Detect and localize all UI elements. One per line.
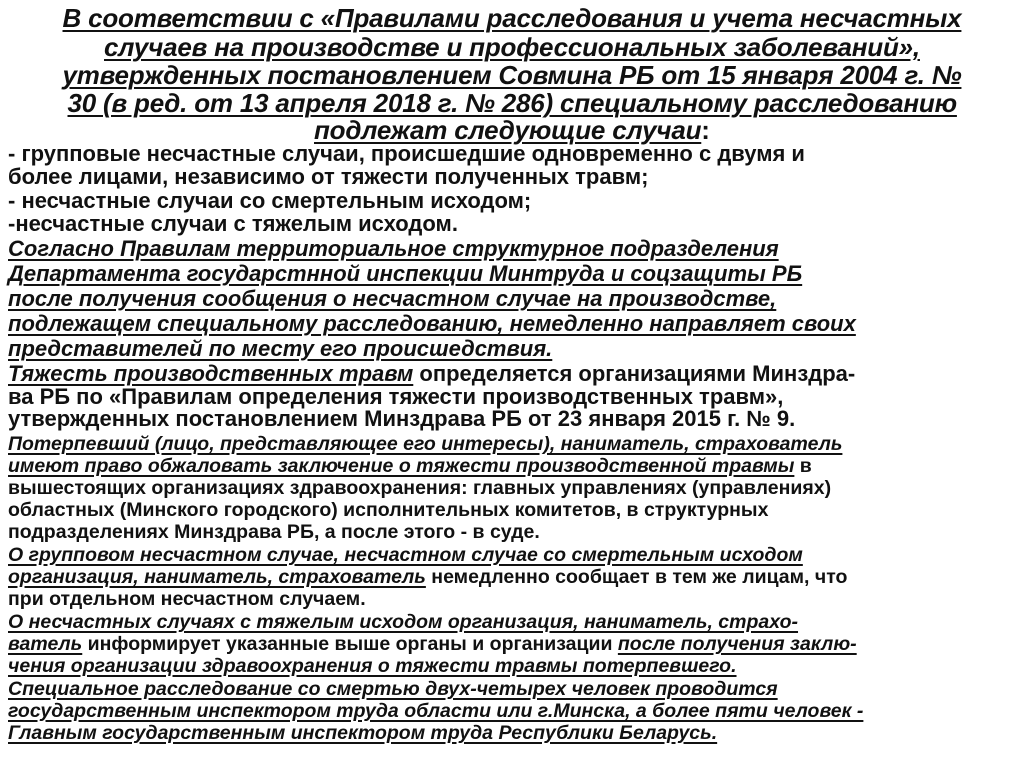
list-item-1: - групповые несчастные случаи, происшедшие одновременно с двумя и <box>8 141 805 166</box>
para1-line-4: подлежащем специальному расследованию, немедленно направляет своих <box>8 311 856 336</box>
para4-line-1: О групповом несчастном случае, несчастном случае со смертельным исходом <box>8 544 803 566</box>
para2-line-2: ва РБ по «Правилам определения тяжести производственных травм», <box>8 384 784 409</box>
para5-line-2 <box>8 635 857 655</box>
para3-line-2 <box>8 457 812 477</box>
para4-line-3: при отдельном несчастном случаем. <box>8 588 366 610</box>
para4-rest: немедленно сообщает в тем же лицам, что <box>425 566 848 588</box>
para5-line-3: чения организации здравоохранения о тяжести травмы потерпевшего. <box>8 655 737 677</box>
heading-line-4: 30 (в ред. от 13 апреля 2018 г. № 286) специальному расследованию <box>67 88 957 118</box>
list-item-2: - несчастные случаи со смертельным исходом; <box>8 188 532 213</box>
para2-rest: определяется организациями Минздра- <box>413 361 856 386</box>
para6-line-2: государственным инспектором труда области или г.Минска, а более пяти человек - <box>8 700 864 722</box>
para3-rest: в <box>794 455 812 477</box>
heading-line-2: случаев на производстве и профессиональных заболеваний», <box>104 32 920 62</box>
heading-line-5 <box>314 117 710 143</box>
heading-line-3: утвержденных постановлением Совмина РБ от 15 января 2004 г. № <box>62 60 962 90</box>
para6-line-3: Главным государственным инспектором труда Республики Беларусь. <box>8 722 718 744</box>
list-item-3: -несчастные случаи с тяжелым исходом. <box>8 211 458 236</box>
para4-emphasis: организация, наниматель, страхователь <box>8 566 426 588</box>
heading-line-1: В соответствии с «Правилами расследования и учета несчастных <box>62 3 962 33</box>
para1-line-2: Департамента государстнной инспекции Минтруда и соцзащиты РБ <box>8 261 803 286</box>
para5-emphasis-1: ватель <box>8 633 83 655</box>
para5-emphasis-2: после получения заклю- <box>617 633 857 655</box>
para2-emphasis: Тяжесть производственных травм <box>8 361 414 386</box>
para6-line-1: Специальное расследование со смертью двух-четырех человек проводится <box>8 678 778 700</box>
heading-colon: : <box>701 115 710 145</box>
para4-line-2 <box>8 568 847 588</box>
para3-line-3: вышестоящих организациях здравоохранения: главных управлениях (управлениях) <box>8 477 832 499</box>
para3-line-5: подразделениях Минздрава РБ, а после этого - в суде. <box>8 521 540 543</box>
para5-line-1: О несчастных случаях с тяжелым исходом организация, наниматель, страхо- <box>8 611 799 633</box>
list-item-1-cont: более лицами, независимо от тяжести полученных травм; <box>8 164 649 189</box>
heading-subject: подлежат следующие случаи <box>314 115 702 145</box>
para3-line-4: областных (Минского городского) исполнительных комитетов, в структурных <box>8 499 769 521</box>
para2-line-3: утвержденных постановлением Минздрава РБ от 23 января 2015 г. № 9. <box>8 406 796 431</box>
para3-line-1: Потерпевший (лицо, представляющее его интересы), наниматель, страхователь <box>8 433 843 455</box>
para1-line-3: после получения сообщения о несчастном случае на производстве, <box>8 286 777 311</box>
para1-line-5: представителей по месту его происшедствия. <box>8 336 553 361</box>
para2-line-1 <box>8 363 855 385</box>
para5-middle: информирует указанные выше органы и организации <box>82 633 618 655</box>
para3-emphasis: имеют право обжаловать заключение о тяжести производственной травмы <box>8 455 795 477</box>
para1-line-1: Согласно Правилам территориальное структурное подразделения <box>8 236 779 261</box>
